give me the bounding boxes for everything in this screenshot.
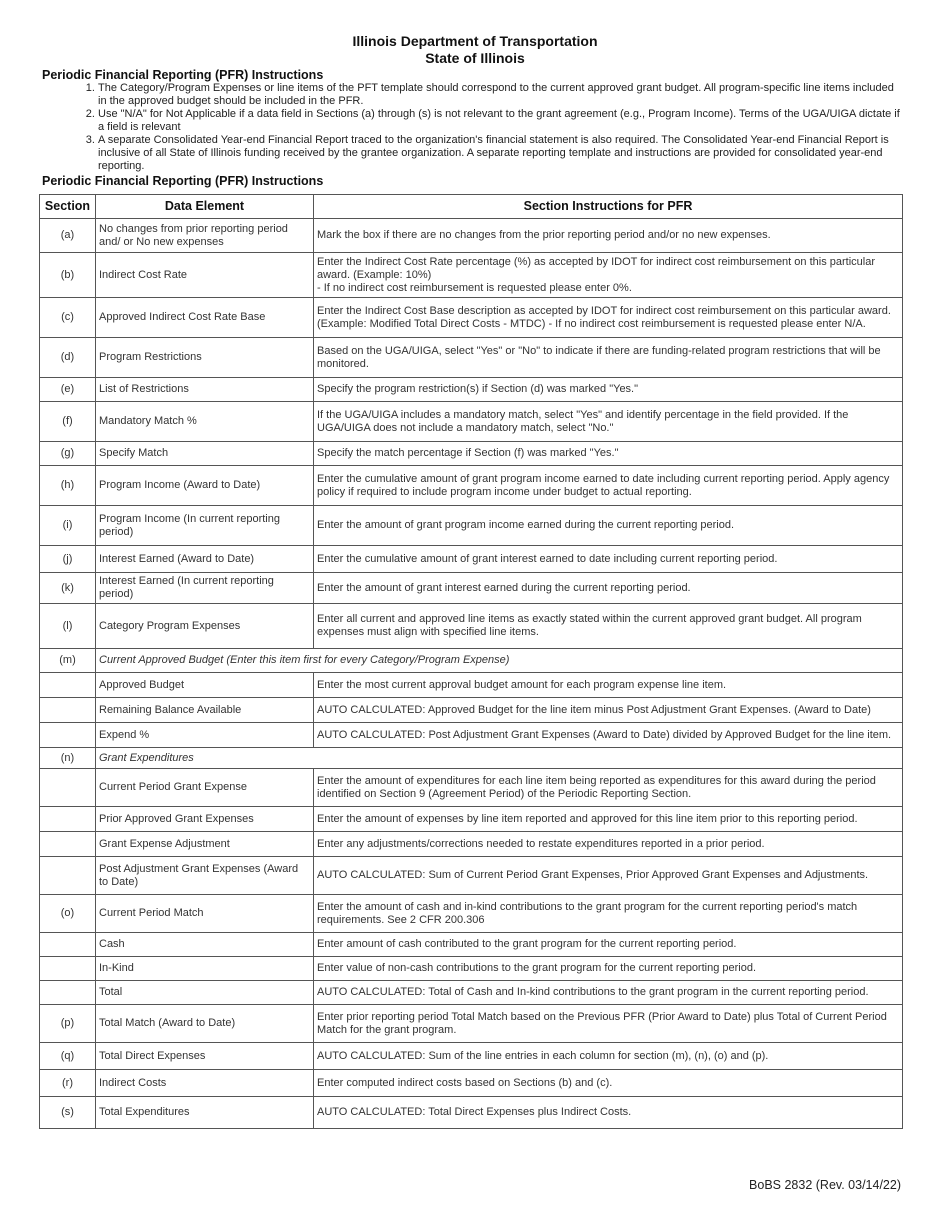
section-cell: [40, 933, 96, 957]
intro-title: Periodic Financial Reporting (PFR) Instructions: [42, 68, 324, 82]
data-element-cell: Remaining Balance Available: [96, 698, 314, 723]
instruction-cell: Enter the amount of expenses by line item reported and approved for this line item prior to this reporting period.: [314, 807, 903, 832]
section-cell: [40, 698, 96, 723]
table-row: [40, 673, 903, 698]
table-row: [40, 895, 903, 933]
section-cell: (m): [40, 649, 96, 673]
instruction-cell: Enter the Indirect Cost Base description as accepted by IDOT for indirect cost reimbursement on this particular award. (Example: Modified Total Direct Costs - MTDC) - If no indirect cost reimbursement is requested please enter N/A.: [314, 298, 903, 338]
data-element-cell: Total Match (Award to Date): [96, 1005, 314, 1043]
table-row: [40, 769, 903, 807]
section-cell: [40, 673, 96, 698]
table-row: [40, 649, 903, 673]
section-cell: [40, 857, 96, 895]
instruction-cell: Enter the amount of grant program income earned during the current reporting period.: [314, 506, 903, 546]
section-cell: [40, 832, 96, 857]
instruction-cell: AUTO CALCULATED: Approved Budget for the line item minus Post Adjustment Grant Expenses. (Award to Date): [314, 698, 903, 723]
table-row: [40, 723, 903, 748]
table-row: [40, 981, 903, 1005]
instruction-cell: AUTO CALCULATED: Total Direct Expenses plus Indirect Costs.: [314, 1097, 903, 1129]
section-cell: [40, 723, 96, 748]
data-element-cell: Post Adjustment Grant Expenses (Award to Date): [96, 857, 314, 895]
table-row: [40, 832, 903, 857]
data-element-cell: List of Restrictions: [96, 378, 314, 402]
instruction-cell: If the UGA/UIGA includes a mandatory match, select "Yes" and identify percentage in the field provided. If the UGA/UIGA does not include a mandatory match, select "No.": [314, 402, 903, 442]
data-element-cell: Interest Earned (Award to Date): [96, 546, 314, 573]
data-element-cell: No changes from prior reporting period and/ or No new expenses: [96, 219, 314, 253]
table-row: [40, 466, 903, 506]
data-element-cell: Total Direct Expenses: [96, 1043, 314, 1070]
header-section: Section: [40, 195, 96, 219]
data-element-cell: Mandatory Match %: [96, 402, 314, 442]
header-section-instructions: Section Instructions for PFR: [314, 195, 903, 219]
table-row: [40, 1043, 903, 1070]
data-element-cell: Approved Budget: [96, 673, 314, 698]
section-cell: (d): [40, 338, 96, 378]
table-row: [40, 253, 903, 298]
intro-item: 1. The Category/Program Expenses or line items of the PFT template should correspond to the current approved grant budget. All program-specific line items included in the approved budget should be included in the PFR.: [98, 82, 902, 108]
table-row: [40, 573, 903, 604]
table-row: [40, 546, 903, 573]
section-cell: (l): [40, 604, 96, 649]
instruction-cell: Enter value of non-cash contributions to the grant program for the current reporting period.: [314, 957, 903, 981]
instruction-cell: Enter prior reporting period Total Match based on the Previous PFR (Prior Award to Date) plus Total of Current Period Match for the grant program.: [314, 1005, 903, 1043]
section-cell: (n): [40, 748, 96, 769]
data-element-cell: Total Expenditures: [96, 1097, 314, 1129]
section-cell: (g): [40, 442, 96, 466]
instruction-cell: Specify the match percentage if Section (f) was marked "Yes.": [314, 442, 903, 466]
data-element-cell: Current Period Match: [96, 895, 314, 933]
instruction-cell: AUTO CALCULATED: Sum of the line entries in each column for section (m), (n), (o) and (p).: [314, 1043, 903, 1070]
group-heading-cell: Current Approved Budget (Enter this item first for every Category/Program Expense): [96, 649, 903, 673]
section-cell: (f): [40, 402, 96, 442]
instruction-cell: Based on the UGA/UIGA, select "Yes" or "No" to indicate if there are funding-related program restrictions that will be monitored.: [314, 338, 903, 378]
intro-list: [42, 82, 902, 173]
section-cell: (h): [40, 466, 96, 506]
table-row: [40, 857, 903, 895]
data-element-cell: Grant Expense Adjustment: [96, 832, 314, 857]
data-element-cell: Approved Indirect Cost Rate Base: [96, 298, 314, 338]
pfr-instructions-table: [39, 194, 903, 1129]
section-cell: [40, 981, 96, 1005]
section-cell: (k): [40, 573, 96, 604]
section-cell: (s): [40, 1097, 96, 1129]
section-cell: [40, 769, 96, 807]
data-element-cell: Indirect Cost Rate: [96, 253, 314, 298]
instruction-cell: AUTO CALCULATED: Total of Cash and In-kind contributions to the grant program in the current reporting period.: [314, 981, 903, 1005]
table-row: [40, 604, 903, 649]
intro-item: 3. A separate Consolidated Year-end Financial Report traced to the organization's financial statement is also required. The Consolidated Year-end Financial Report is inclusive of all State of Illinois funding received by the grantee organization. A separate reporting template and instructions are provided for consolidated year-end reporting.: [98, 134, 902, 173]
instruction-cell: AUTO CALCULATED: Sum of Current Period Grant Expenses, Prior Approved Grant Expenses and Adjustments.: [314, 857, 903, 895]
section-cell: (b): [40, 253, 96, 298]
department-title: Illinois Department of Transportation: [352, 33, 598, 49]
header-data-element: Data Element: [96, 195, 314, 219]
section-cell: (q): [40, 1043, 96, 1070]
instruction-cell: Enter the Indirect Cost Rate percentage (%) as accepted by IDOT for indirect cost reimbursement on this particular award. (Example: 10%) - If no indirect cost reimbursement is requested please enter 0%.: [314, 253, 903, 298]
table-row: [40, 298, 903, 338]
instruction-cell: Enter the amount of expenditures for each line item being reported as expenditures for this award during the period identified on Section 9 (Agreement Period) of the Periodic Reporting Section.: [314, 769, 903, 807]
table-row: [40, 402, 903, 442]
table-row: [40, 1097, 903, 1129]
table-row: [40, 338, 903, 378]
section-cell: (i): [40, 506, 96, 546]
data-element-cell: Program Restrictions: [96, 338, 314, 378]
table-row: [40, 506, 903, 546]
section-cell: (o): [40, 895, 96, 933]
instruction-cell: Enter the cumulative amount of grant interest earned to date including current reporting period.: [314, 546, 903, 573]
instruction-cell: Enter amount of cash contributed to the grant program for the current reporting period.: [314, 933, 903, 957]
section-cell: [40, 957, 96, 981]
instruction-cell: Specify the program restriction(s) if Section (d) was marked "Yes.": [314, 378, 903, 402]
data-element-cell: In-Kind: [96, 957, 314, 981]
instruction-cell: Enter all current and approved line items as exactly stated within the current approved grant budget. All program expenses must align with specified line items.: [314, 604, 903, 649]
intro-item: 2. Use "N/A" for Not Applicable if a data field in Sections (a) through (s) is not relevant to the grant agreement (e.g., Program Income). Terms of the UGA/UIGA dictate if a field is relevant: [98, 108, 902, 134]
table-row: [40, 748, 903, 769]
table-row: [40, 807, 903, 832]
section-cell: (j): [40, 546, 96, 573]
table-row: [40, 1070, 903, 1097]
form-id: BoBS 2832 (Rev. 03/14/22): [749, 1178, 901, 1192]
instruction-cell: Enter the amount of cash and in-kind contributions to the grant program for the current reporting period's match requirements. See 2 CFR 200.306: [314, 895, 903, 933]
section-cell: (p): [40, 1005, 96, 1043]
data-element-cell: Specify Match: [96, 442, 314, 466]
section-cell: (c): [40, 298, 96, 338]
section-cell: (a): [40, 219, 96, 253]
data-element-cell: Total: [96, 981, 314, 1005]
instruction-cell: Enter the cumulative amount of grant program income earned to date including current reporting period. Apply agency policy if required to include program income under budget to actual reporting.: [314, 466, 903, 506]
table-title: Periodic Financial Reporting (PFR) Instructions: [42, 174, 324, 188]
instruction-cell: Enter the most current approval budget amount for each program expense line item.: [314, 673, 903, 698]
data-element-cell: Indirect Costs: [96, 1070, 314, 1097]
section-cell: (e): [40, 378, 96, 402]
table-row: [40, 442, 903, 466]
data-element-cell: Cash: [96, 933, 314, 957]
table-body: [40, 219, 903, 1129]
data-element-cell: Expend %: [96, 723, 314, 748]
instruction-cell: AUTO CALCULATED: Post Adjustment Grant Expenses (Award to Date) divided by Approved Budget for the line item.: [314, 723, 903, 748]
data-element-cell: Interest Earned (In current reporting period): [96, 573, 314, 604]
section-cell: [40, 807, 96, 832]
instruction-cell: Enter the amount of grant interest earned during the current reporting period.: [314, 573, 903, 604]
data-element-cell: Program Income (Award to Date): [96, 466, 314, 506]
table-row: [40, 378, 903, 402]
table-row: [40, 1005, 903, 1043]
data-element-cell: Program Income (In current reporting period): [96, 506, 314, 546]
table-row: [40, 957, 903, 981]
data-element-cell: Category Program Expenses: [96, 604, 314, 649]
section-cell: (r): [40, 1070, 96, 1097]
data-element-cell: Prior Approved Grant Expenses: [96, 807, 314, 832]
table-row: [40, 933, 903, 957]
data-element-cell: Current Period Grant Expense: [96, 769, 314, 807]
table-header-row: [40, 195, 903, 219]
instruction-cell: Enter computed indirect costs based on Sections (b) and (c).: [314, 1070, 903, 1097]
instruction-cell: Mark the box if there are no changes from the prior reporting period and/or no new expenses.: [314, 219, 903, 253]
table-row: [40, 219, 903, 253]
group-heading-cell: Grant Expenditures: [96, 748, 903, 769]
table-row: [40, 698, 903, 723]
instruction-cell: Enter any adjustments/corrections needed to restate expenditures reported in a prior period.: [314, 832, 903, 857]
state-title: State of Illinois: [425, 50, 525, 66]
